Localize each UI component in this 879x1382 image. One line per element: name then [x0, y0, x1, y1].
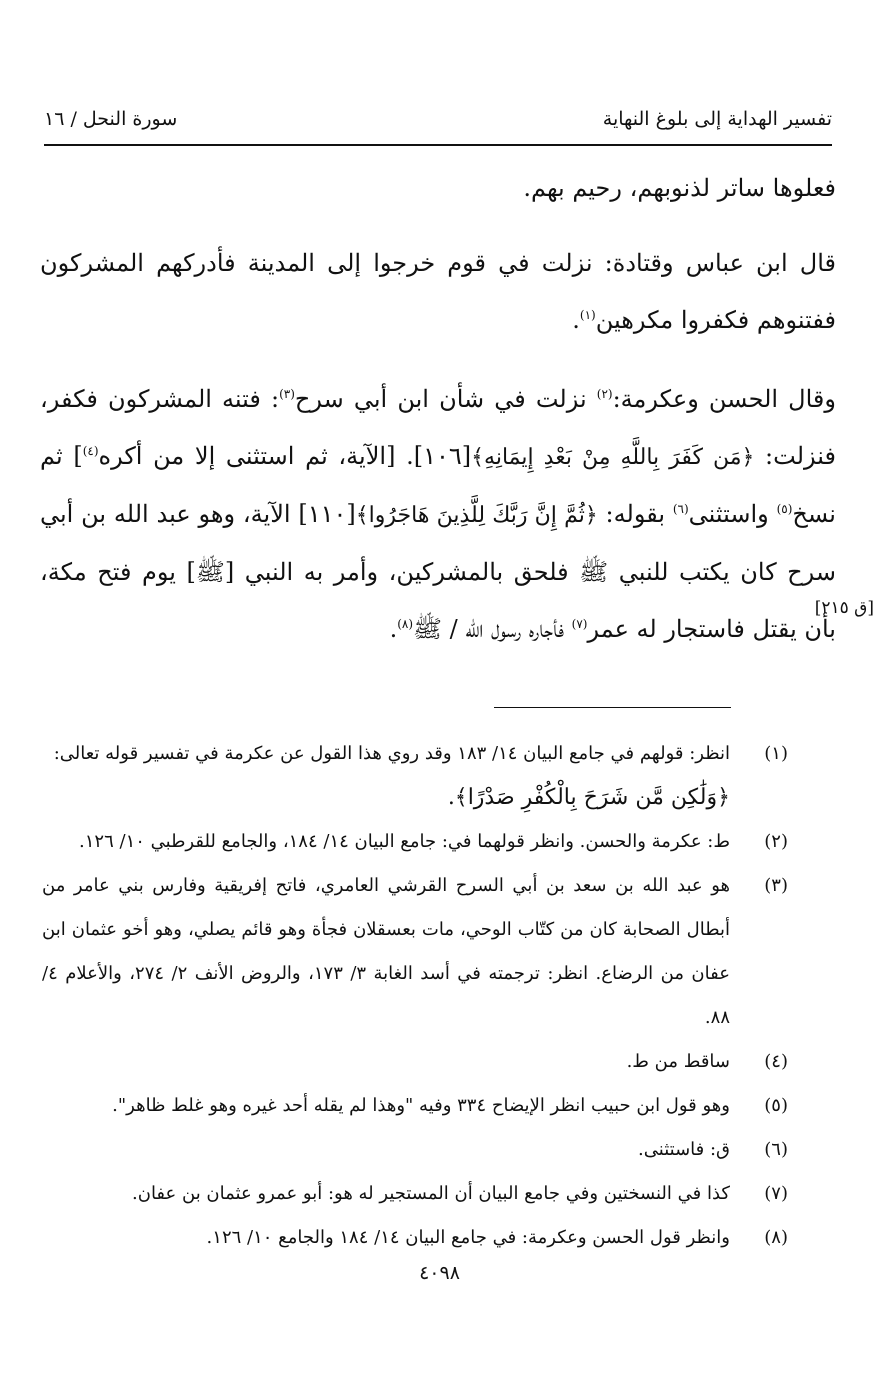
footnote-7 [42, 1172, 788, 1216]
p3-segment-6: واستثنى [688, 500, 777, 528]
p3-segment-9: فأجاره رسول الله / ﷺ [413, 615, 572, 643]
p3-segment-2: نزلت في شأن ابن أبي سرح [294, 385, 597, 413]
footnote-quran-verse: ﴿وَلَٰكِن مَّن شَرَحَ بِالْكُفْرِ صَدْرًا﴾. [447, 785, 730, 810]
footnote-divider [494, 707, 731, 708]
paragraph-2 [40, 235, 836, 349]
main-text [40, 160, 836, 658]
footnote-text: كذا في النسختين وفي جامع البيان أن المستجير له هو: أبو عمرو عثمان بن عفان. [132, 1183, 730, 1204]
surah-label: سورة النحل / ١٦ [44, 108, 178, 130]
footnote-ref-3[interactable]: (٣) [279, 387, 295, 401]
footnote-text: هو عبد الله بن سعد بن أبي السرح القرشي العامري، فاتح إفريقية وفارس بني عامر من أبطال الصحابة كان من كتّاب الوحي، مات بعسقلان فجأة وهو قائم يصلي، وهو أخو عثمان ابن عفان من الرضاع. انظر: ترجمته في أسد الغابة ٣/ ١٧٣، والروض الأنف ٢/ ٢٧٤، والأعلام ٤/ ٨٨. [42, 875, 730, 1028]
paragraph-1: فعلوها ساتر لذنوبهم، رحيم بهم. [523, 174, 836, 202]
footnote-2 [42, 820, 788, 864]
footnote-ref-6[interactable]: (٦) [672, 502, 689, 516]
p3-segment-1: وقال الحسن وعكرمة: [612, 385, 836, 413]
footnote-ref-2[interactable]: (٢) [596, 387, 613, 401]
footnote-number: (٥) [764, 1095, 788, 1116]
book-title: تفسير الهداية إلى بلوغ النهاية [602, 108, 832, 130]
footnote-number: (٢) [764, 831, 788, 852]
footnote-number: (٤) [764, 1051, 788, 1072]
footnote-3 [42, 864, 788, 1040]
footnote-text: انظر: قولهم في جامع البيان ١٤/ ١٨٣ وقد روي هذا القول عن عكرمة في تفسير قوله تعالى: [53, 743, 730, 764]
p3-segment-5: ] ثم نسخ [40, 442, 836, 528]
footnote-4 [42, 1040, 788, 1084]
p3-segment-7: بقوله: [597, 500, 673, 528]
footnote-text: وانظر قول الحسن وعكرمة: في جامع البيان ١٤/ ١٨٤ والجامع ١٠/ ١٢٦. [206, 1227, 730, 1248]
footnote-ref-1[interactable]: (١) [579, 308, 596, 322]
footnote-ref-5[interactable]: (٥) [776, 502, 793, 516]
footnote-number: (٦) [764, 1139, 788, 1160]
page-number: ٤٠٩٨ [419, 1262, 460, 1284]
quran-verse-2: ﴿ثُمَّ إِنَّ رَبَّكَ لِلَّذِينَ هَاجَرُوا﴾ [355, 503, 598, 528]
footnote-number: (٨) [764, 1227, 788, 1248]
manuscript-margin-note: [ق ٢١٥] [814, 598, 874, 618]
footnote-8 [42, 1216, 788, 1260]
footnotes-section [42, 732, 788, 1260]
footnote-number: (١) [764, 743, 788, 764]
paragraph-3 [40, 371, 836, 658]
footnote-text: ق: فاستثنى. [638, 1139, 730, 1160]
footnote-ref-7[interactable]: (٧) [571, 617, 588, 631]
footnote-number: (٣) [764, 875, 788, 896]
footnote-5 [42, 1084, 788, 1128]
paragraph-2-end: . [572, 306, 580, 334]
paragraph-2-text: قال ابن عباس وقتادة: نزلت في قوم خرجوا إلى المدينة فأدركهم المشركون ففتنوهم فكفروا مكرهين [40, 249, 836, 334]
p3-segment-10: . [389, 615, 398, 643]
running-header [44, 104, 832, 146]
footnote-ref-4[interactable]: (٤) [82, 444, 99, 458]
quran-verse-1: ﴿مَن كَفَرَ بِاللَّهِ مِنْ بَعْدِ إِيمَانِهِ﴾ [471, 445, 755, 470]
footnote-6 [42, 1128, 788, 1172]
p3-segment-3: : فتنه المشركون فكفر، فنزلت: [40, 385, 836, 470]
footnote-text: ط: عكرمة والحسن. وانظر قولهما في: جامع البيان ١٤/ ١٨٤، والجامع للقرطبي ١٠/ ١٢٦. [79, 831, 730, 852]
p3-segment-4: [١٠٦]. [الآية، ثم استثنى إلا من أكره [98, 442, 472, 470]
footnote-text: ساقط من ط. [626, 1051, 730, 1072]
footnote-text: وهو قول ابن حبيب انظر الإيضاح ٣٣٤ وفيه "وهذا لم يقله أحد غيره وهو غلط ظاهر". [112, 1095, 730, 1116]
footnote-1 [42, 732, 788, 820]
footnote-ref-8[interactable]: (٨) [397, 617, 414, 631]
p3-segment-8: [١١٠] الآية، وهو عبد الله بن أبي سرح كان يكتب للنبي ﷺ فلحق بالمشركين، وأمر به النبي [ﷺ] يوم فتح مكة، بأن يقتل فاستجار له عمر [40, 500, 836, 643]
footnote-number: (٧) [764, 1183, 788, 1204]
